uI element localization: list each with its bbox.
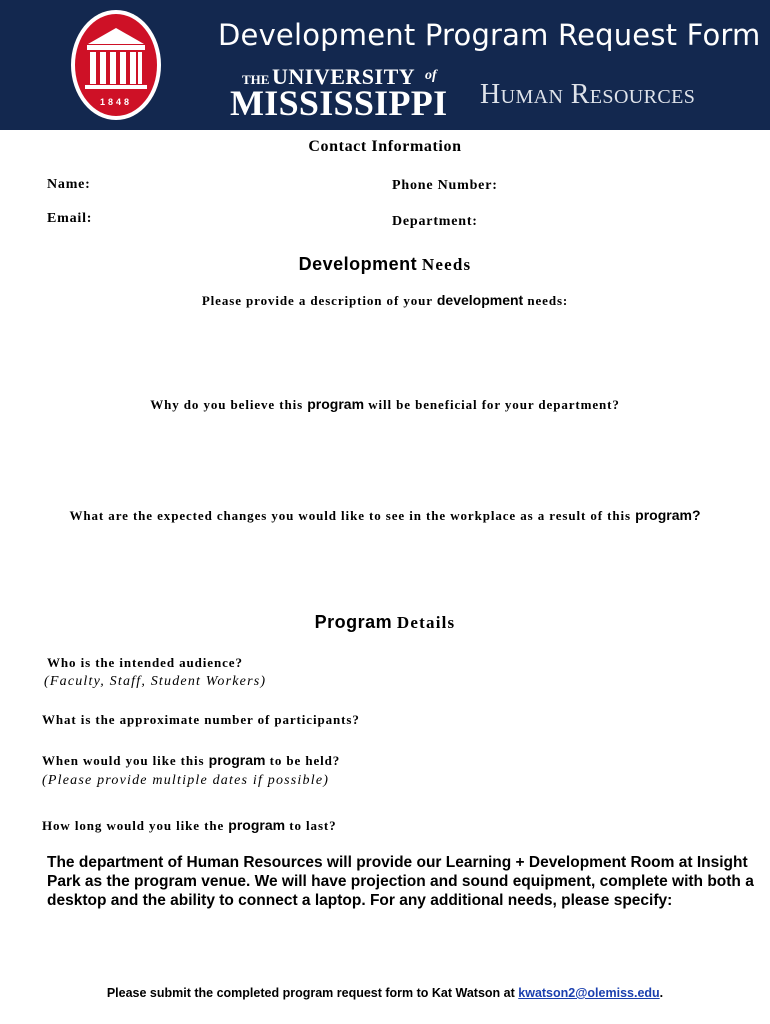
participants-question: What is the approximate number of participants? — [42, 712, 360, 727]
university-seal-logo — [70, 8, 162, 122]
question-keyword: program — [208, 752, 266, 768]
question-keyword: program — [228, 817, 286, 833]
venue-paragraph: The department of Human Resources will provide our Learning + Development Room at Insight Park as the program venue. We will have projection and sound equipment, complete with both a desktop and the ability to connect a laptop. For any additional needs, please specify: — [47, 854, 754, 909]
development-needs-heading — [0, 254, 770, 275]
audience-hint: (Faculty, Staff, Student Workers) — [44, 674, 267, 689]
question-text: When would you like this — [42, 753, 205, 768]
heading-word: Needs — [421, 255, 472, 274]
name-label: Name: — [47, 177, 91, 192]
contact-heading: Contact Information — [308, 138, 462, 155]
benefit-question — [0, 396, 770, 413]
question-keyword: development — [436, 292, 524, 308]
department-label: Department: — [392, 214, 478, 229]
heading-word: Details — [396, 613, 456, 632]
contact-email-link[interactable]: kwatson2@olemiss.edu — [518, 986, 660, 1000]
footer-period: . — [659, 986, 664, 1000]
question-keyword: program? — [635, 507, 701, 523]
audience-question: Who is the intended audience? — [47, 655, 243, 670]
question-text: How long would you like the — [42, 818, 225, 833]
question-text: to be held? — [269, 753, 341, 768]
phone-label: Phone Number: — [392, 178, 498, 193]
when-question — [42, 752, 340, 769]
heading-word: Development — [298, 254, 418, 274]
footer-text: Please submit the completed program request form to Kat Watson at — [106, 986, 515, 1000]
form-title: Development Program Request Form — [218, 18, 761, 52]
description-question — [0, 292, 770, 309]
program-details-heading — [0, 612, 770, 633]
question-text: What are the expected changes you would like to see in the workplace as a result of this — [69, 508, 631, 523]
email-label: Email: — [47, 211, 93, 226]
question-text: to last? — [289, 818, 337, 833]
question-text: will be beneficial for your department? — [368, 397, 620, 412]
seal-year: 1848 — [99, 97, 133, 107]
human-resources-wordmark: Human Resources — [480, 79, 696, 110]
question-text: Why do you believe this — [150, 397, 304, 412]
footer-instructions — [0, 986, 770, 1000]
header-banner — [0, 0, 770, 130]
logo-the: THE — [242, 72, 270, 87]
expected-changes-question — [0, 507, 770, 524]
logo-of: of — [425, 68, 437, 83]
question-text: needs: — [527, 293, 569, 308]
logo-mississippi: MISSISSIPPI — [230, 83, 448, 123]
question-text: Please provide a description of your — [201, 293, 433, 308]
heading-word: Program — [314, 612, 393, 632]
duration-question — [42, 817, 337, 834]
when-hint: (Please provide multiple dates if possible) — [42, 773, 330, 788]
question-keyword: program — [307, 396, 365, 412]
logo-university: UNIVERSITY — [272, 64, 416, 89]
